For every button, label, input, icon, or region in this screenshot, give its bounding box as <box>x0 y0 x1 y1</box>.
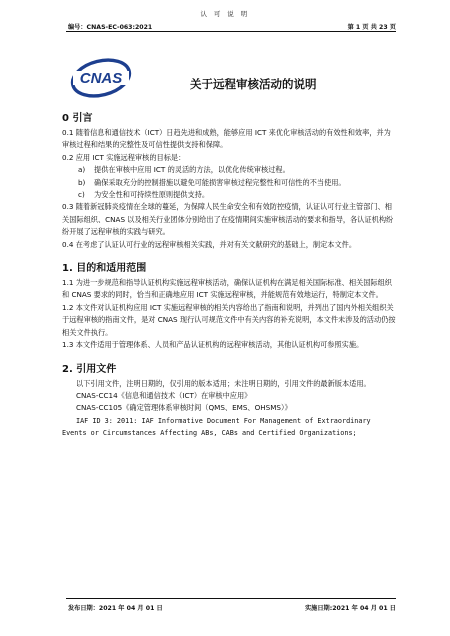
paragraph-0-2: 0.2 应用 ICT 实施远程审核的目标是： <box>62 152 186 162</box>
paragraph-1-2: 1.2 本文件对认证机构应用 ICT 实施远程审核的相关内容给出了指南和说明，并列出了国内外相关组织关于远程审核的指南文件，是对 CNAS 现行认可规范文件中有关内容的补充说明，本文件未涉及的活动仍按相关文件执行。 <box>62 302 396 337</box>
footer-rule <box>66 598 396 599</box>
list-item <box>62 164 396 176</box>
list-text: 提供在审核中应用 ICT 的灵活的方法，以优化传统审核过程。 <box>94 165 290 175</box>
list-item <box>62 177 396 189</box>
reference-iaf-line-1: IAF ID 3: 2011: IAF Informative Document For Management of Extraordinary <box>76 416 371 425</box>
list-text: 确保采取充分的控制措施以避免可能损害审核过程完整性和可信性的不当使用。 <box>94 177 346 187</box>
list-item <box>62 189 396 201</box>
logo-text: CNAS <box>79 70 123 87</box>
list-marker: c) <box>78 190 85 200</box>
document-body <box>62 111 396 440</box>
header-rule <box>66 31 396 32</box>
list-marker: b) <box>78 177 86 187</box>
paragraph-0-1: 0.1 随着信息和通信技术（ICT）日趋先进和成熟，能够应用 ICT 来优化审核活动的有效性和效率，并为审核过程和结果的完整性及可信性提供支持和保障。 <box>62 128 391 150</box>
reference-item: CNAS-CC14《信息和通信技术（ICT）在审核中应用》 <box>76 390 252 400</box>
page-number: 第 1 页 共 23 页 <box>347 24 396 31</box>
document-number: 编号：CNAS-EC-063:2021 <box>68 24 153 31</box>
list-marker: a) <box>78 165 86 175</box>
paragraph-2-intro: 以下引用文件，注明日期的，仅引用的版本适用；未注明日期的，引用文件的最新版本适用。 <box>76 378 371 388</box>
paragraph-1-3: 1.3 本文件适用于管理体系、人员和产品认证机构的远程审核活动，其他认证机构可参照实施。 <box>62 340 364 350</box>
cnas-logo <box>70 58 132 98</box>
paragraph-0-3: 0.3 随着新冠肺炎疫情在全球的蔓延，为保障人民生命安全和有效防控疫情，认证认可行业主管部门、相关国际组织、CNAS 以及相关行业团体分别给出了在疫情期间实施审核活动的要求和指导，各认证机构纷纷开展了远程审核的实践与研究。 <box>62 202 394 237</box>
implementation-date: 实施日期:2021 年 04 月 01 日 <box>305 605 396 612</box>
list-text: 为安全性和可持续性原则提供支持。 <box>94 190 210 200</box>
section-heading-intro: 0 引言 <box>62 113 93 124</box>
issue-date: 发布日期：2021 年 04 月 01 日 <box>68 605 163 612</box>
paragraph-0-4: 0.4 在考虑了认证认可行业的远程审核相关实践，并对有关文献研究的基础上，制定本文件。 <box>62 239 357 249</box>
reference-item: CNAS-CC105《确定管理体系审核时间（QMS、EMS、OHSMS）》 <box>76 403 292 413</box>
paragraph-1-1: 1.1 为进一步规范和指导认证机构实施远程审核活动，确保认证机构在满足相关国际标准、相关国际组织和 CNAS 要求的同时，恰当和正确地应用 ICT 实施远程审核，并能规范有效地运行，特制定本文件。 <box>62 278 392 300</box>
document-title: 关于远程审核活动的说明 <box>190 77 317 91</box>
section-heading-1: 1. 目的和适用范围 <box>62 263 147 275</box>
reference-iaf-line-2: Events or Circumstances Affecting ABs, CABs and Certified Organizations; <box>62 429 357 438</box>
section-heading-2: 2. 引用文件 <box>62 363 117 375</box>
header-category: 认 可 说 明 <box>200 10 250 18</box>
